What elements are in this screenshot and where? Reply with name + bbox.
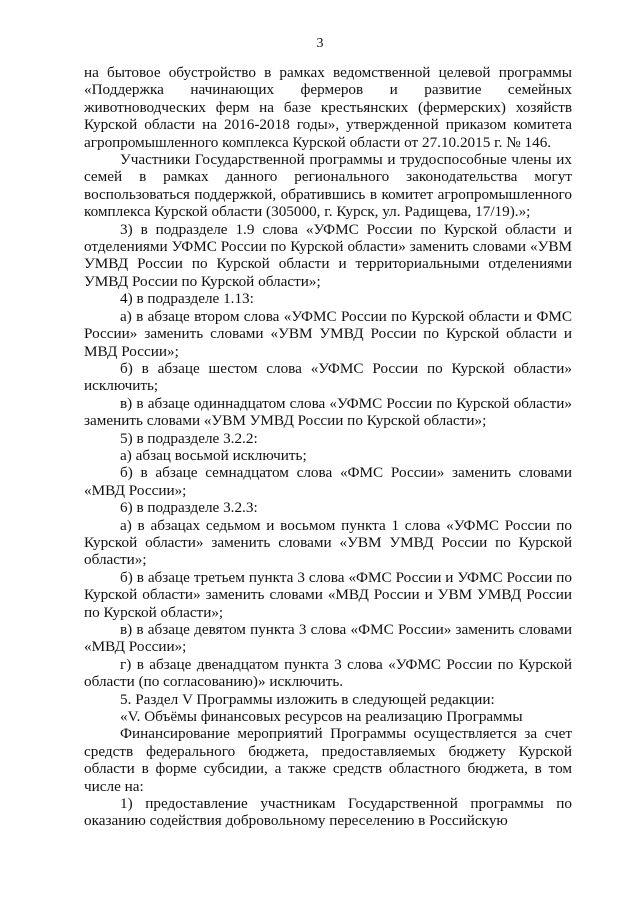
- paragraph: 4) в подразделе 1.13:: [120, 290, 254, 308]
- document-body: [84, 64, 572, 830]
- paragraph: в) в абзаце девятом пункта 3 слова «ФМС России» заменить словами «МВД России»;: [84, 621, 572, 656]
- paragraph: Участники Государственной программы и трудоспособные члены их семей в рамках данного регионального законодательства могут воспользоваться поддержкой, обратившись в комитет агропромышленного комплекса Курской области (305000, г. Курск, ул. Радищева, 17/19).»;: [84, 151, 572, 221]
- paragraph: г) в абзаце двенадцатом пункта 3 слова «УФМС России по Курской области (по согласованию)» исключить.: [84, 655, 572, 691]
- section-heading: «V. Объёмы финансовых ресурсов на реализацию Программы: [120, 708, 523, 726]
- paragraph: в) в абзаце одиннадцатом слова «УФМС России по Курской области» заменить словами «УВМ УМВД России по Курской области»;: [84, 394, 572, 430]
- page-number: 3: [316, 36, 324, 51]
- paragraph: 5. Раздел V Программы изложить в следующей редакции:: [120, 690, 495, 708]
- paragraph: 5) в подразделе 3.2.2:: [120, 429, 258, 447]
- paragraph: 3) в подразделе 1.9 слова «УФМС России по Курской области и отделениями УФМС России по Курской области» заменить словами «УВМ УМВД России по Курской области и территориальными отделениями УМВД России по Курской области»;: [84, 220, 572, 290]
- paragraph: Финансирование мероприятий Программы осуществляется за счет средств федерального бюджета, предоставляемых бюджету Курской области в форме субсидии, а также средств областного бюджета, в том числе на:: [84, 725, 572, 795]
- paragraph: на бытовое обустройство в рамках ведомственной целевой программы «Поддержка начинающих фермеров и развитие семейных животноводческих ферм на базе крестьянских (фермерских) хозяйств Курской области на 2016-2018 годы», утвержденной приказом комитета агропромышленного комплекса Курской области от 27.10.2015 г. № 146.: [84, 64, 572, 151]
- paragraph: а) в абзаце втором слова «УФМС России по Курской области и ФМС России» заменить словами «УВМ УМВД России по Курской области и МВД России»;: [84, 307, 572, 360]
- paragraph: б) в абзаце семнадцатом слова «ФМС России» заменить словами «МВД России»;: [84, 464, 572, 499]
- paragraph: 1) предоставление участникам Государственной программы по оказанию содействия добровольному переселению в Российскую: [84, 795, 572, 830]
- paragraph: а) в абзацах седьмом и восьмом пункта 1 слова «УФМС России по Курской области» заменить словами «УВМ УМВД России по Курской области»;: [84, 516, 572, 569]
- paragraph: б) в абзаце шестом слова «УФМС России по Курской области» исключить;: [84, 359, 572, 395]
- paragraph: 6) в подразделе 3.2.3:: [120, 499, 258, 517]
- paragraph: б) в абзаце третьем пункта 3 слова «ФМС России и УФМС России по Курской области» заменить словами «МВД России и УВМ УМВД России по Курской области»;: [84, 568, 572, 621]
- paragraph: а) абзац восьмой исключить;: [120, 446, 307, 464]
